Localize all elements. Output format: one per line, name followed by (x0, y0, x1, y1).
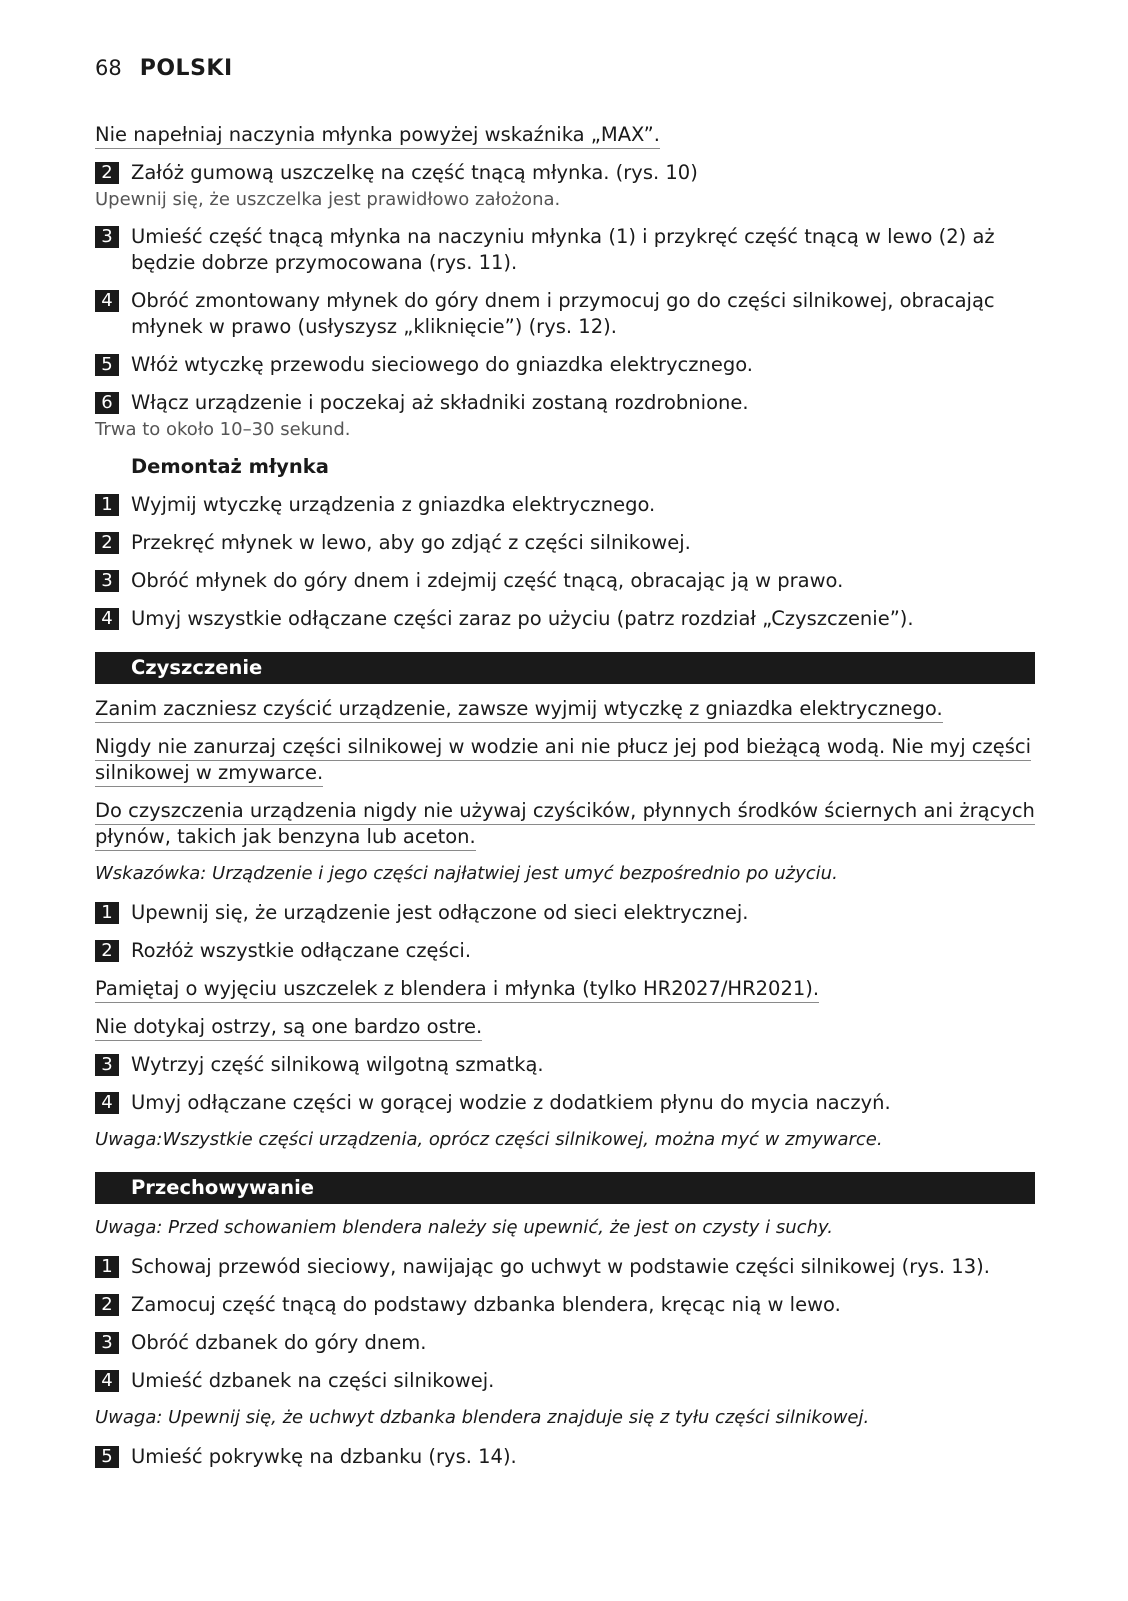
warning-text: Do czyszczenia urządzenia nigdy nie używaj czyścików, płynnych środków ściernych ani żrących płynów, takich jak benzyna lub aceton. (95, 799, 1035, 851)
subsection-title: Demontaż młynka (131, 455, 329, 478)
step-text: Obróć zmontowany młynek do góry dnem i przymocuj go do części silnikowej, obracając młynek w prawo (usłyszysz „kliknięcie”) (rys. 12). (131, 289, 995, 338)
step-number: 2 (95, 940, 119, 962)
warning-text: Zanim zaczniesz czyścić urządzenie, zawsze wyjmij wtyczkę z gniazdka elektrycznego. (95, 697, 943, 723)
step-text: Zamocuj część tnącą do podstawy dzbanka blendera, kręcąc nią w lewo. (131, 1293, 841, 1316)
step-number: 2 (95, 162, 119, 184)
step-item (95, 224, 1035, 276)
page-header (95, 56, 233, 88)
intro-steps (95, 160, 1035, 442)
step-item (95, 1330, 1035, 1356)
step-text: Wyjmij wtyczkę urządzenia z gniazdka elektrycznego. (131, 493, 656, 516)
language-label: POLSKI (139, 56, 233, 81)
step-item (95, 288, 1035, 340)
step-number: 4 (95, 608, 119, 630)
step-number: 3 (95, 226, 119, 248)
step-number: 3 (95, 570, 119, 592)
demontaz-steps (95, 492, 1035, 632)
step-item (95, 1090, 1035, 1116)
step-text: Obróć dzbanek do góry dnem. (131, 1331, 427, 1354)
step-item (95, 900, 1035, 926)
step-item (95, 530, 1035, 556)
warning-paragraph (95, 696, 1035, 722)
step-number: 1 (95, 902, 119, 924)
tip-note: Wskazówka: Urządzenie i jego części najłatwiej jest umyć bezpośrednio po użyciu. (95, 863, 838, 884)
step-item (95, 938, 1035, 964)
step-text: Przekręć młynek w lewo, aby go zdjąć z części silnikowej. (131, 531, 691, 554)
note-text: Uwaga: Przed schowaniem blendera należy się upewnić, że jest on czysty i suchy. (95, 1217, 833, 1238)
step-text: Załóż gumową uszczelkę na część tnącą młynka. (rys. 10) (131, 161, 698, 184)
step-text: Umieść pokrywkę na dzbanku (rys. 14). (131, 1445, 517, 1468)
step-subtext: Trwa to około 10–30 sekund. (95, 419, 351, 440)
step-number: 2 (95, 1294, 119, 1316)
note-text: Uwaga:Wszystkie części urządzenia, oprócz części silnikowej, można myć w zmywarce. (95, 1129, 883, 1150)
step-number: 3 (95, 1054, 119, 1076)
step-text: Włóż wtyczkę przewodu sieciowego do gniazdka elektrycznego. (131, 353, 754, 376)
warning-text: Nie napełniaj naczynia młynka powyżej wskaźnika „MAX”. (95, 123, 660, 149)
step-number: 1 (95, 494, 119, 516)
step-text: Umyj wszystkie odłączane części zaraz po użyciu (patrz rozdział „Czyszczenie”). (131, 607, 914, 630)
step-number: 4 (95, 1370, 119, 1392)
page-content (95, 122, 1035, 1482)
step-text: Upewnij się, że urządzenie jest odłączone od sieci elektrycznej. (131, 901, 749, 924)
step-item (95, 1444, 1035, 1470)
warning-text: Nigdy nie zanurzaj części silnikowej w wodzie ani nie płucz jej pod bieżącą wodą. Nie myj części silnikowej w zmywarce. (95, 735, 1031, 787)
warning-paragraph (95, 798, 1035, 850)
step-item (95, 1292, 1035, 1318)
section-header-czyszczenie: Czyszczenie (95, 652, 1035, 684)
step-text: Włącz urządzenie i poczekaj aż składniki zostaną rozdrobnione. (131, 391, 749, 414)
note-text: Uwaga: Upewnij się, że uchwyt dzbanka blendera znajduje się z tyłu części silnikowej. (95, 1407, 870, 1428)
section-header-przechowywanie: Przechowywanie (95, 1172, 1035, 1204)
step-item (95, 492, 1035, 518)
step-text: Wytrzyj część silnikową wilgotną szmatką. (131, 1053, 544, 1076)
step-item (95, 606, 1035, 632)
step-text: Umieść dzbanek na części silnikowej. (131, 1369, 495, 1392)
step-item (95, 568, 1035, 594)
step-number: 2 (95, 532, 119, 554)
warning-paragraph (95, 122, 1035, 148)
step-text: Schowaj przewód sieciowy, nawijając go uchwyt w podstawie części silnikowej (rys. 13). (131, 1255, 990, 1278)
warning-paragraph (95, 734, 1035, 786)
step-item (95, 1368, 1035, 1394)
step-text: Umieść część tnącą młynka na naczyniu młynka (1) i przykręć część tnącą w lewo (2) aż będzie dobrze przymocowana (rys. 11). (131, 225, 995, 274)
step-item (95, 1052, 1035, 1078)
step-text: Umyj odłączane części w gorącej wodzie z dodatkiem płynu do mycia naczyń. (131, 1091, 891, 1114)
step-number: 5 (95, 354, 119, 376)
page-number: 68 (95, 56, 122, 80)
step-item (95, 352, 1035, 378)
step-number: 1 (95, 1256, 119, 1278)
step-number: 5 (95, 1446, 119, 1468)
warning-paragraph (95, 976, 1035, 1002)
step-item (95, 160, 1035, 186)
step-number: 4 (95, 290, 119, 312)
step-text: Rozłóż wszystkie odłączane części. (131, 939, 472, 962)
step-text: Obróć młynek do góry dnem i zdejmij część tnącą, obracając ją w prawo. (131, 569, 844, 592)
step-number: 4 (95, 1092, 119, 1114)
warning-text: Nie dotykaj ostrzy, są one bardzo ostre. (95, 1015, 482, 1041)
step-number: 3 (95, 1332, 119, 1354)
step-subtext: Upewnij się, że uszczelka jest prawidłowo założona. (95, 189, 561, 210)
step-item (95, 390, 1035, 416)
warning-text: Pamiętaj o wyjęciu uszczelek z blendera i młynka (tylko HR2027/HR2021). (95, 977, 819, 1003)
warning-paragraph (95, 1014, 1035, 1040)
step-number: 6 (95, 392, 119, 414)
step-item (95, 1254, 1035, 1280)
